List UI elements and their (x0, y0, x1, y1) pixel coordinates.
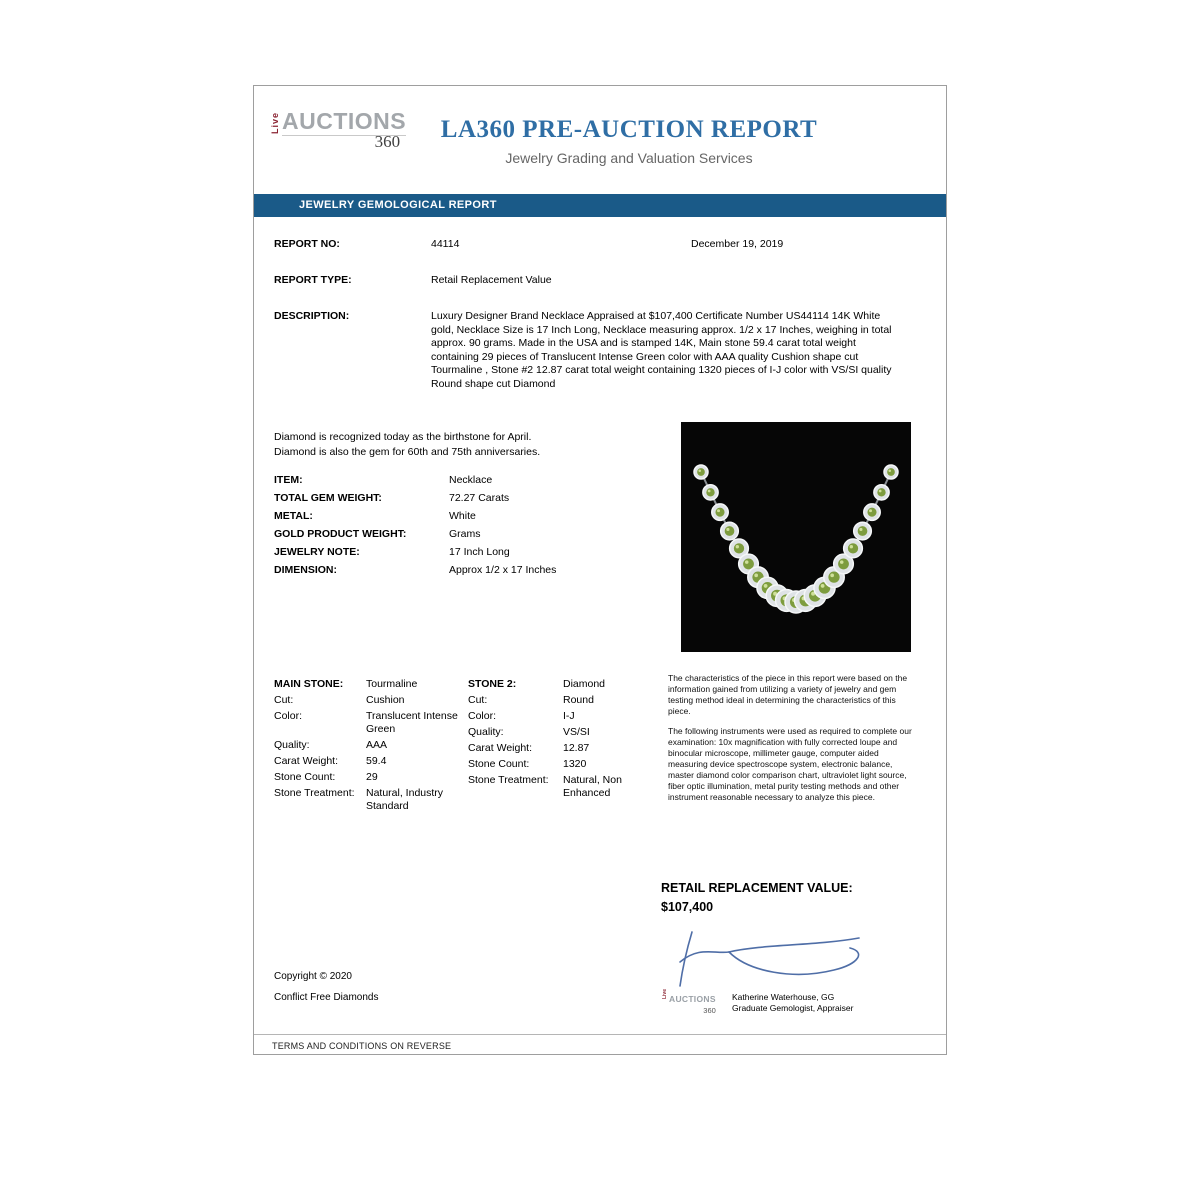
stone-row (274, 739, 466, 752)
gem-note-line2: Diamond is also the gem for 60th and 75th anniversaries. (274, 446, 541, 458)
stone-label: Stone Count: (274, 771, 336, 783)
stone-label: MAIN STONE: (274, 678, 344, 690)
item-details (274, 474, 664, 582)
retail-value-label: RETAIL REPLACEMENT VALUE: (661, 881, 853, 895)
item-row-jewelry-note (274, 546, 664, 564)
stone-row (274, 771, 466, 784)
item-value: Necklace (449, 474, 493, 486)
logo-auctions-text: AUCTIONS (282, 108, 407, 134)
report-no-label: REPORT NO: (274, 238, 340, 250)
signer-name: Katherine Waterhouse, GG (732, 992, 835, 1002)
methodology-para1: The characteristics of the piece in this report were based on the information gained from utilizing a variety of jewelry and gem testing method ideal in determining the characteristics of this piece. (668, 673, 908, 716)
stone-label: Stone Treatment: (274, 787, 355, 799)
terms-text: TERMS AND CONDITIONS ON REVERSE (272, 1041, 452, 1051)
stone-row (468, 774, 668, 800)
stone-label: Quality: (468, 726, 504, 738)
report-card (253, 85, 947, 1055)
description-label: DESCRIPTION: (274, 310, 350, 322)
footer-logo (662, 989, 716, 1015)
stone-row (274, 710, 466, 736)
stone-row (468, 742, 668, 755)
signer-title: Graduate Gemologist, Appraiser (732, 1003, 854, 1013)
stone-value: Natural, Non Enhanced (563, 774, 622, 799)
methodology-text (668, 673, 913, 812)
stone-row (468, 710, 668, 723)
stone-label: Color: (274, 710, 303, 722)
report-no-value: 44114 (431, 238, 460, 250)
item-label: METAL: (274, 510, 313, 522)
stone-row (274, 694, 466, 707)
stone-row (468, 726, 668, 739)
stone-label: Stone Treatment: (468, 774, 549, 786)
signature-image (654, 924, 894, 994)
gem-note (274, 430, 540, 460)
logo-360-text: 360 (374, 132, 401, 151)
logo-live-text: Live (270, 112, 280, 135)
item-row-gem-weight (274, 492, 664, 510)
section-banner-label: JEWELRY GEMOLOGICAL REPORT (299, 199, 497, 211)
stone-value: Natural, Industry Standard (366, 787, 444, 812)
logo-right (282, 108, 406, 152)
stone-row (274, 678, 466, 691)
stone2-block (468, 678, 668, 803)
copyright-text: Copyright © 2020 (274, 971, 352, 982)
methodology-para2: The following instruments were used as required to complete our examination: 10x magnification with fully corrected loupe and binocular microscope, millimeter gauge, computer aided measuring device spectroscope system, electronic balance, master diamond color comparison chart, ultraviolet light source, fiber optic illumination, metal purity testing methods and other instrument reasonable necessary to analyze this piece. (668, 726, 912, 802)
stone-row (274, 755, 466, 768)
stone-row (468, 694, 668, 707)
footer-logo-live: Live (662, 989, 668, 1000)
stone-label: Cut: (274, 694, 294, 706)
stone-label: Quality: (274, 739, 310, 751)
footer-divider (254, 1034, 946, 1035)
item-value: White (449, 510, 476, 522)
stone-row (468, 678, 668, 691)
stone-label: Carat Weight: (468, 742, 532, 754)
stone-value: Round (563, 694, 594, 706)
stone-label: Carat Weight: (274, 755, 338, 767)
stone-label: Stone Count: (468, 758, 530, 770)
stone-value: Tourmaline (366, 678, 418, 690)
signer-block (732, 992, 853, 1014)
report-title: LA360 PRE-AUCTION REPORT (440, 116, 818, 143)
stone-row (468, 758, 668, 771)
item-label: DIMENSION: (274, 564, 337, 576)
stone-value: 59.4 (366, 755, 387, 767)
section-banner (254, 194, 946, 217)
conflict-free-text: Conflict Free Diamonds (274, 992, 379, 1003)
report-date: December 19, 2019 (691, 238, 784, 250)
report-type-value: Retail Replacement Value (431, 274, 552, 286)
report-subtitle: Jewelry Grading and Valuation Services (505, 150, 753, 166)
stone-value: 29 (366, 771, 378, 783)
item-label: GOLD PRODUCT WEIGHT: (274, 528, 407, 540)
stone-label: Color: (468, 710, 497, 722)
stone-value: Translucent Intense Green (366, 710, 458, 735)
stone-value: AAA (366, 739, 388, 751)
gem-note-line1: Diamond is recognized today as the birthstone for April. (274, 431, 532, 443)
item-row-gold-weight (274, 528, 664, 546)
stone-value: 1320 (563, 758, 587, 770)
necklace-photo (681, 422, 911, 652)
item-row-metal (274, 510, 664, 528)
stone-value: I-J (563, 710, 575, 722)
stone-row (274, 787, 466, 813)
description-text: Luxury Designer Brand Necklace Appraised at $107,400 Certificate Number US44114 14K White gold, Necklace Size is 17 Inch Long, Necklace measuring approx. 1/2 x 17 Inches, weighing in total approx. 90 grams. Made in the USA and is stamped 14K, Main stone 59.4 carat total weight containing 29 pieces of Translucent Intense Green color with AAA quality Cushion shape cut Tourmaline , Stone #2 12.87 carat total weight containing 1320 pieces of I-J color with VS/SI quality Round shape cut Diamond (431, 310, 892, 390)
stone-value: Diamond (563, 678, 606, 690)
item-row-item (274, 474, 664, 492)
item-value: Grams (449, 528, 481, 540)
item-value: 72.27 Carats (449, 492, 510, 504)
item-label: ITEM: (274, 474, 303, 486)
stone-label: Cut: (468, 694, 488, 706)
footer-logo-360: 360 (703, 1006, 716, 1015)
stone-value: Cushion (366, 694, 405, 706)
stone-value: VS/SI (563, 726, 590, 738)
report-type-label: REPORT TYPE: (274, 274, 352, 286)
stone-label: STONE 2: (468, 678, 517, 690)
retail-value-amount: $107,400 (661, 900, 714, 914)
item-value: 17 Inch Long (449, 546, 510, 558)
footer-logo-right (669, 989, 716, 1015)
la360-logo (270, 108, 406, 152)
main-stone-block (274, 678, 466, 816)
item-label: JEWELRY NOTE: (274, 546, 360, 558)
item-label: TOTAL GEM WEIGHT: (274, 492, 382, 504)
item-row-dimension (274, 564, 664, 582)
footer-logo-auctions: AUCTIONS (669, 994, 716, 1004)
stone-value: 12.87 (563, 742, 590, 754)
item-value: Approx 1/2 x 17 Inches (449, 564, 557, 576)
